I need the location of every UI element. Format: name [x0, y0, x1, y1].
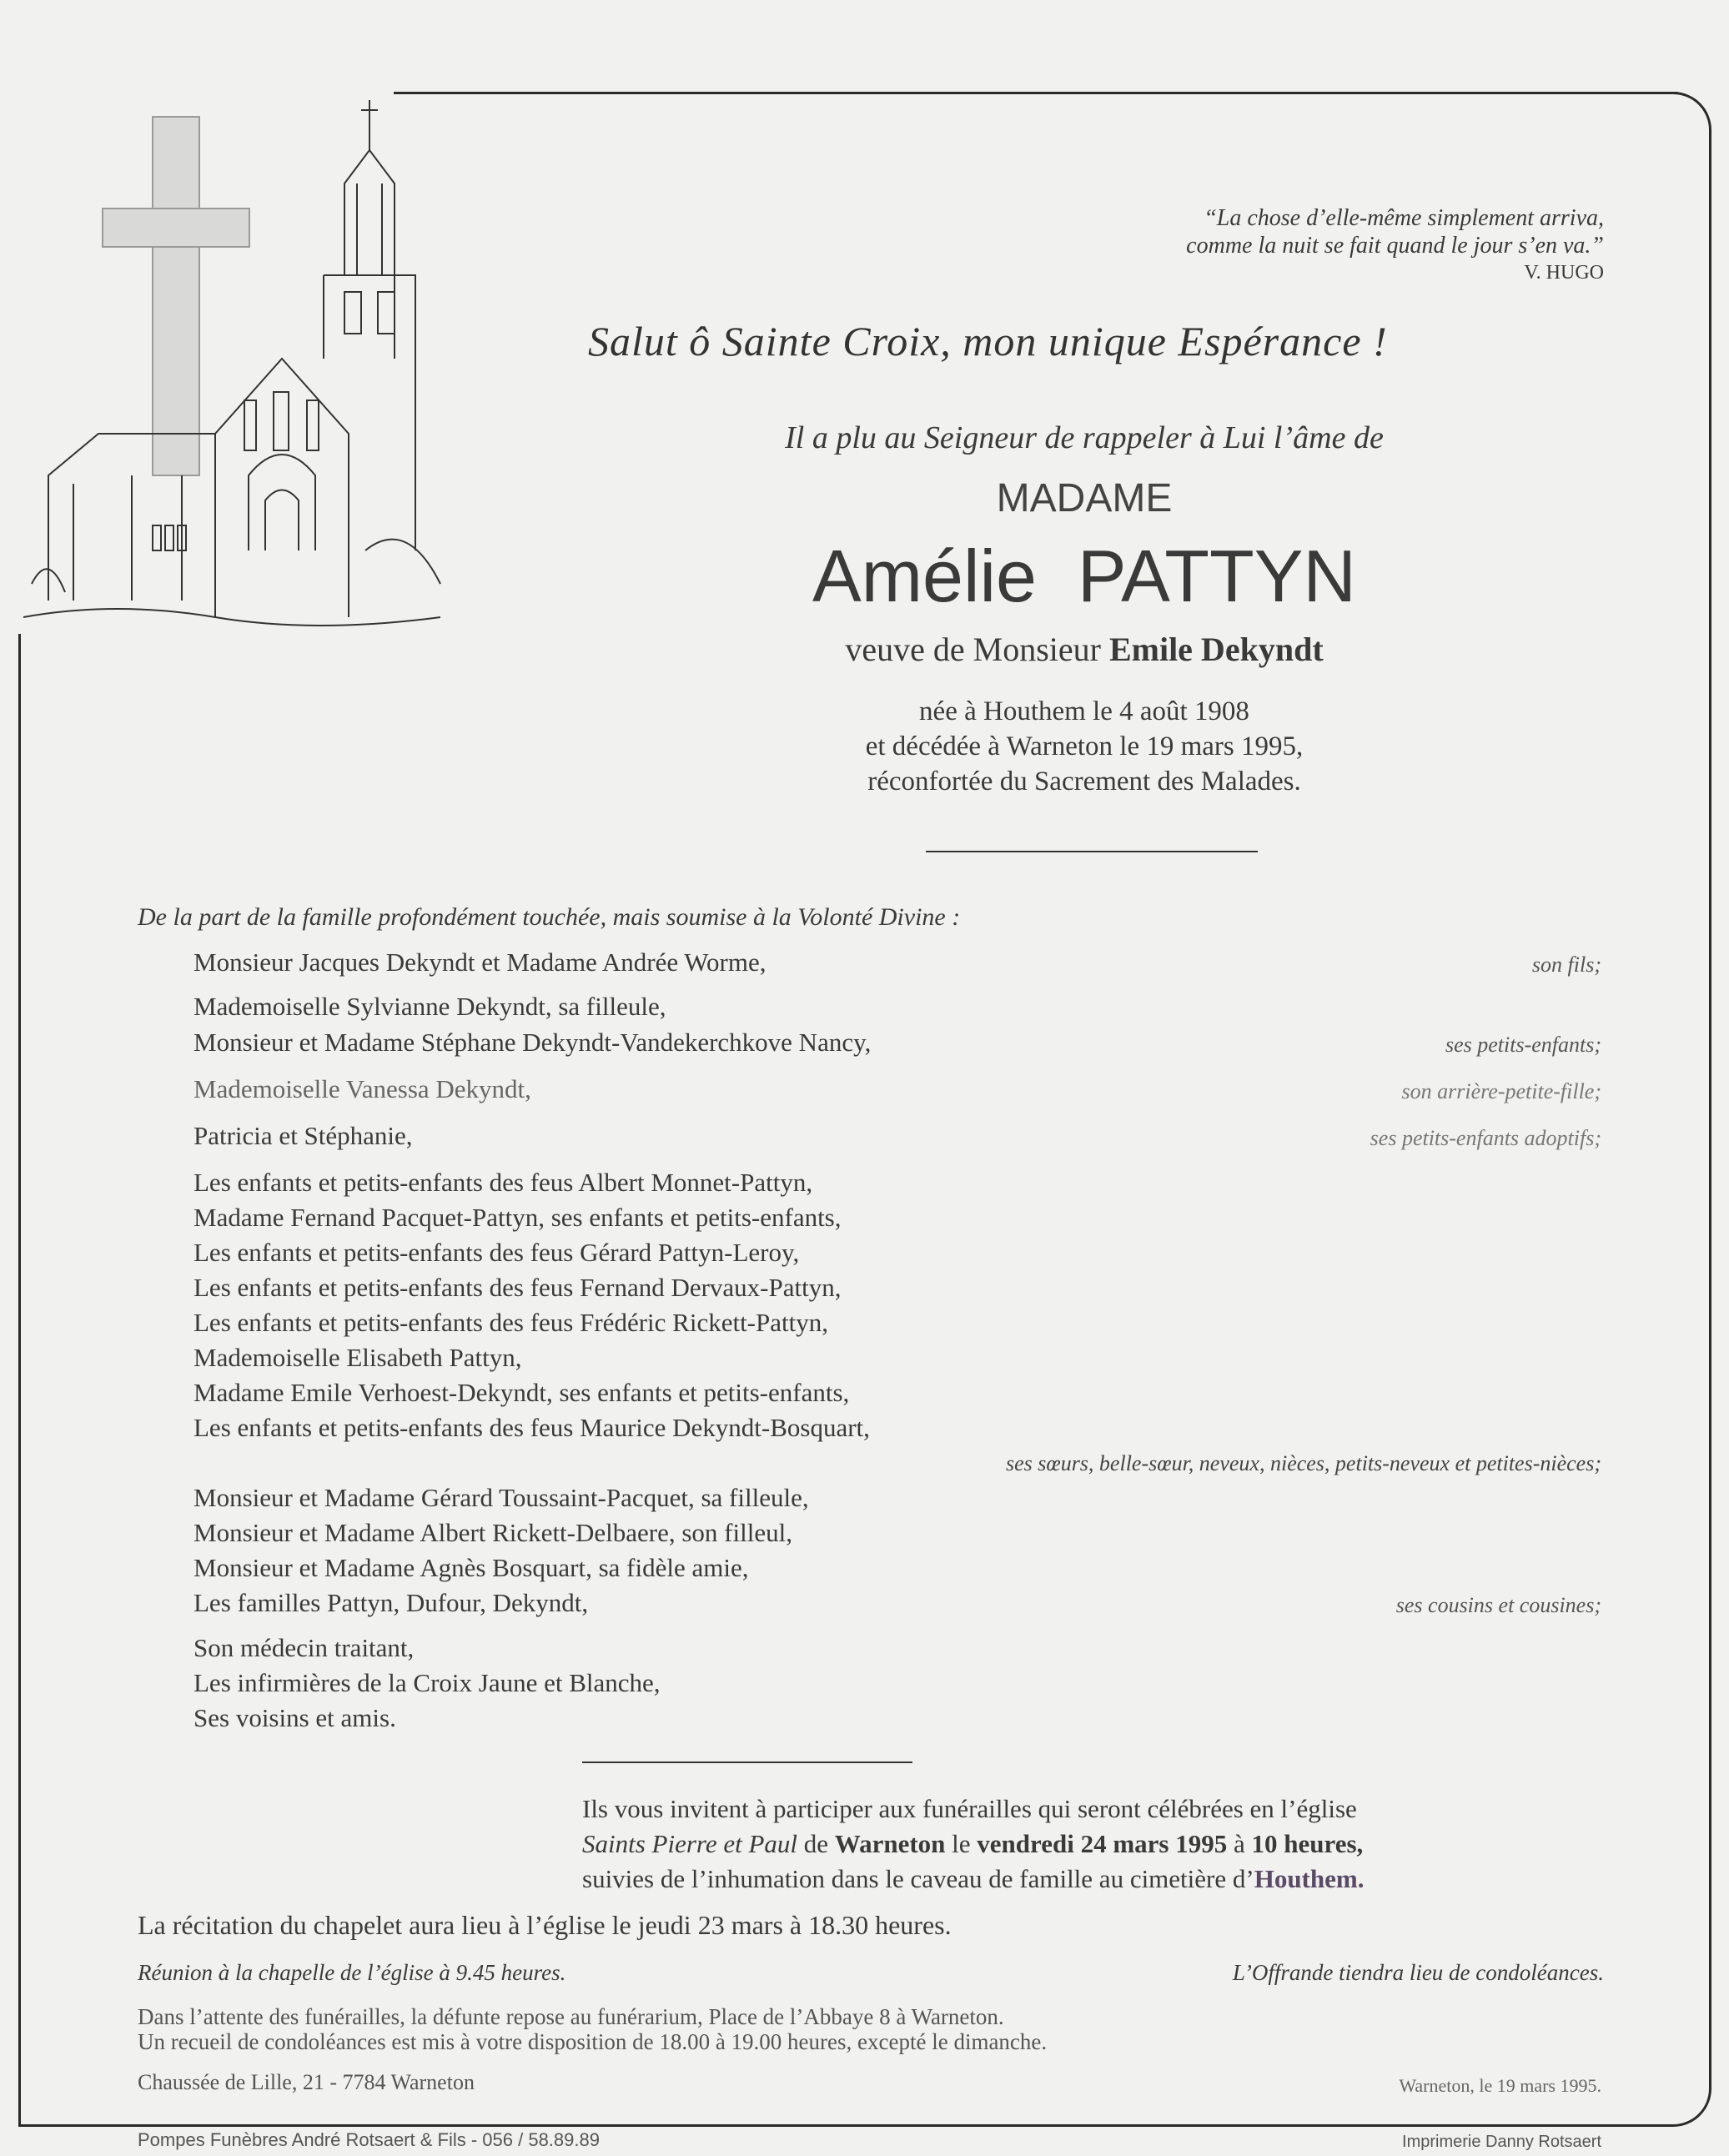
relation-label: son arrière-petite-fille;: [1401, 1079, 1601, 1103]
family-line: Monsieur et Madame Stéphane Dekyndt-Vandekerchkove Nancy,: [194, 1028, 872, 1057]
family-line: Monsieur Jacques Dekyndt et Madame Andrée Worme,: [194, 947, 766, 977]
funeral-de: de: [797, 1829, 835, 1858]
family-line: Madame Emile Verhoest-Dekyndt, ses enfants et petits-enfants,: [194, 1378, 850, 1407]
family-line: Monsieur et Madame Albert Rickett-Delbaere, son filleul,: [194, 1518, 792, 1547]
relation-label: ses petits-enfants;: [1445, 1033, 1601, 1057]
family-line: Les enfants et petits-enfants des feus Maurice Dekyndt-Bosquart,: [194, 1413, 870, 1442]
separator-2: [582, 1761, 912, 1763]
family-line: Les enfants et petits-enfants des feus Albert Monnet-Pattyn,: [194, 1168, 813, 1197]
family-line: Mademoiselle Sylvianne Dekyndt, sa filleule,: [194, 992, 666, 1021]
widow-prefix: veuve de Monsieur: [845, 631, 1109, 668]
family-line: Madame Fernand Pacquet-Pattyn, ses enfants et petits-enfants,: [194, 1203, 842, 1232]
separator-1: [926, 851, 1258, 852]
funeral-date: vendredi 24 mars 1995: [977, 1829, 1228, 1858]
relation-label: ses sœurs, belle-sœur, neveux, nièces, petits-neveux et petites-nièces;: [1005, 1451, 1601, 1475]
sacrament-line: réconfortée du Sacrement des Malades.: [867, 766, 1301, 797]
birth-line: née à Houthem le 4 août 1908: [919, 696, 1249, 726]
family-line: Les enfants et petits-enfants des feus Gérard Pattyn-Leroy,: [194, 1238, 800, 1267]
cemetery-name: Houthem.: [1254, 1864, 1365, 1893]
invocation: Salut ô Sainte Croix, mon unique Espérance !: [588, 318, 1388, 364]
place-date: Warneton, le 19 mars 1995.: [1399, 2075, 1601, 2096]
funeral-le: le: [945, 1829, 978, 1858]
funeral-line-2: [582, 1829, 1363, 1859]
meeting-line: Réunion à la chapelle de l’église à 9.45 heures.: [138, 1960, 566, 1985]
funeral-hour: 10 heures,: [1251, 1829, 1364, 1858]
family-line: Son médecin traitant,: [194, 1633, 415, 1662]
funeral-line-1: Ils vous invitent à participer aux funérailles qui seront célébrées en l’église: [582, 1794, 1357, 1823]
family-intro: De la part de la famille profondément touchée, mais soumise à la Volonté Divine :: [138, 903, 961, 931]
funerarium-line-2: Un recueil de condoléances est mis à votre disposition de 18.00 à 19.00 heures, excepté le dimanche.: [138, 2029, 1048, 2054]
funeral-a: à: [1227, 1829, 1252, 1858]
funerarium-line-1: Dans l’attente des funérailles, la défunte repose au funérarium, Place de l’Abbaye 8 à Warneton.: [138, 2004, 1004, 2029]
church-illustration: [15, 83, 449, 634]
offering-line: L’Offrande tiendra lieu de condoléances.: [1232, 1960, 1604, 1985]
cross-icon: [103, 117, 249, 475]
deceased-name: Amélie PATTYN: [812, 535, 1356, 617]
footer-printer: Imprimerie Danny Rotsaert: [1402, 2133, 1601, 2151]
church-name: Saints Pierre et Paul: [582, 1829, 798, 1858]
family-line: Monsieur et Madame Agnès Bosquart, sa fidèle amie,: [194, 1553, 749, 1582]
family-line: Mademoiselle Vanessa Dekyndt,: [194, 1074, 531, 1103]
family-line: Mademoiselle Elisabeth Pattyn,: [194, 1343, 522, 1372]
funeral-town: Warneton: [834, 1829, 946, 1858]
footer-funeral-home: Pompes Funèbres André Rotsaert & Fils - 056 / 58.89.89: [138, 2129, 600, 2150]
relation-label: ses petits-enfants adoptifs;: [1370, 1126, 1601, 1150]
frame-left-line: [18, 634, 21, 2127]
family-line: Ses voisins et amis.: [194, 1703, 396, 1732]
address: Chaussée de Lille, 21 - 7784 Warneton: [138, 2070, 475, 2094]
family-line: Monsieur et Madame Gérard Toussaint-Pacquet, sa filleule,: [194, 1483, 809, 1512]
family-line: Les familles Pattyn, Dufour, Dekyndt,: [194, 1588, 589, 1617]
quote-line-1: “La chose d’elle-même simplement arriva,: [1204, 205, 1604, 231]
death-line: et décédée à Warneton le 19 mars 1995,: [865, 731, 1304, 761]
funeral-burial: suivies de l’inhumation dans le caveau de famille au cimetière d’: [582, 1864, 1254, 1893]
family-line: Les enfants et petits-enfants des feus Fernand Dervaux-Pattyn,: [194, 1273, 842, 1302]
quote-line-2: comme la nuit se fait quand le jour s’en va.”: [1186, 233, 1604, 259]
announcement: Il a plu au Seigneur de rappeler à Lui l’âme de: [785, 420, 1384, 455]
frame-top-line: [394, 92, 1678, 94]
relation-label: ses cousins et cousines;: [1395, 1593, 1601, 1617]
family-line: Les infirmières de la Croix Jaune et Blanche,: [194, 1668, 661, 1697]
widow-name: Emile Dekyndt: [1108, 631, 1324, 668]
quote-author: V. HUGO: [1524, 262, 1604, 284]
title: MADAME: [996, 476, 1173, 520]
relation-label: son fils;: [1531, 952, 1601, 977]
funeral-line-3: [582, 1864, 1364, 1894]
family-line: Les enfants et petits-enfants des feus Frédéric Rickett-Pattyn,: [194, 1308, 828, 1337]
family-line: Patricia et Stéphanie,: [194, 1121, 413, 1150]
widow-line: [667, 630, 1501, 669]
rosary-line: La récitation du chapelet aura lieu à l’église le jeudi 23 mars à 18.30 heures.: [138, 1910, 952, 1940]
